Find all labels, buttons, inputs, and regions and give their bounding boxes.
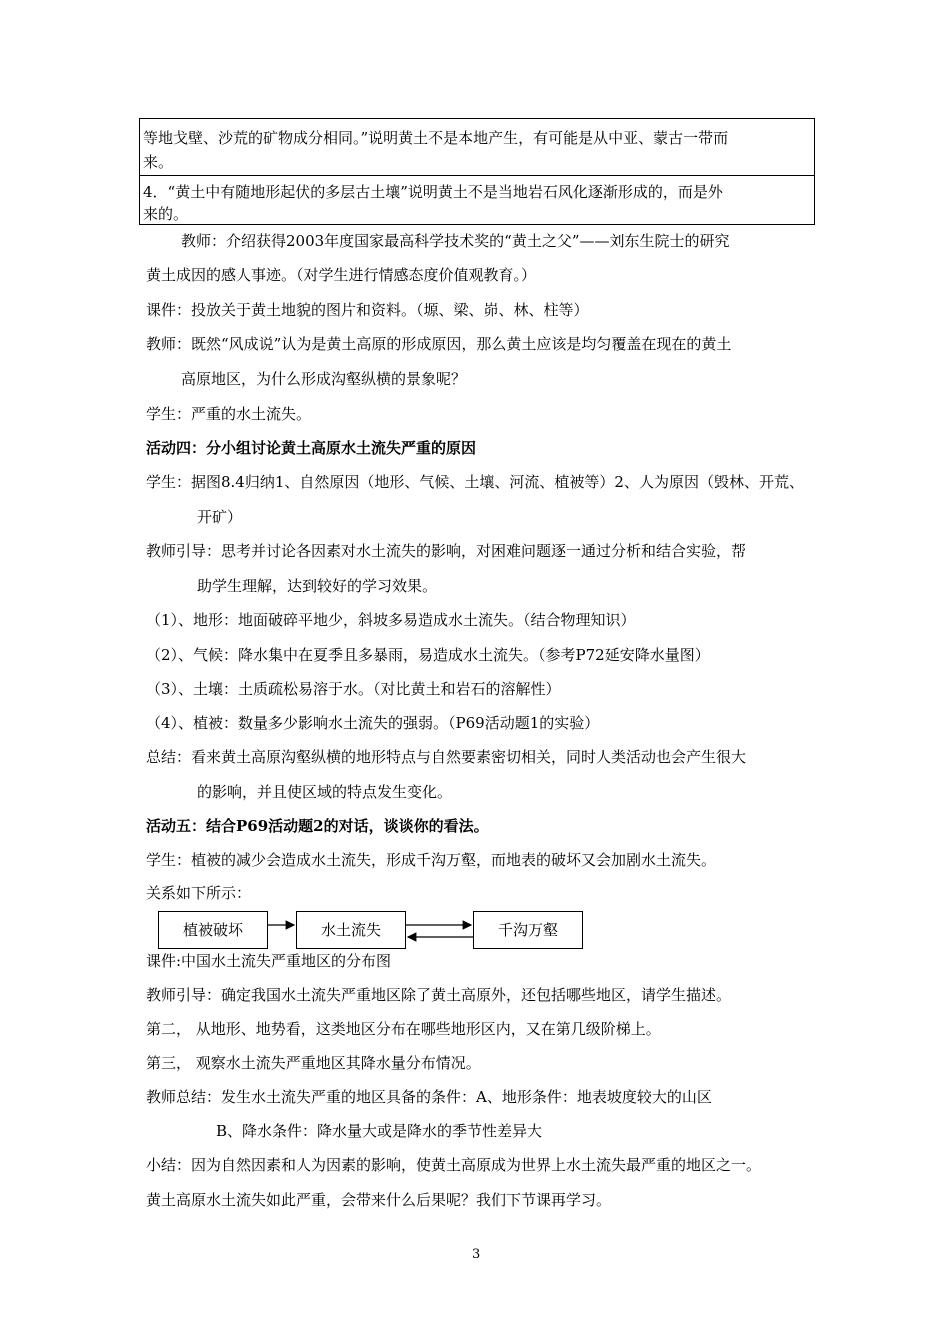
text-line: （3）、土壤：土质疏松易溶于水。（对比黄土和岩石的溶解性） <box>146 680 561 698</box>
flow-box-gullies: 千沟万壑 <box>473 911 583 949</box>
text-line: 第三， 观察水土流失严重地区其降水量分布情况。 <box>146 1054 481 1072</box>
table-row1-line1: 等地戈壁、沙荒的矿物成分相同。”说明黄土不是本地产生，有可能是从中亚、蒙古一带而 <box>143 129 729 147</box>
text-line: 第二， 从地形、地势看，这类地区分布在哪些地形区内，又在第几级阶梯上。 <box>146 1020 661 1038</box>
text-line: 开矿） <box>197 508 243 526</box>
section-heading: 活动五：结合P69活动题2的对话，谈谈你的看法。 <box>146 817 489 835</box>
text-line: 高原地区，为什么形成沟壑纵横的景象呢？ <box>181 370 467 388</box>
text-line: 课件:中国水土流失严重地区的分布图 <box>146 952 392 970</box>
flow-box-vegetation-damage: 植被破坏 <box>158 911 268 949</box>
text-line: 学生：严重的水土流失。 <box>146 405 312 423</box>
flow-box-soil-erosion: 水土流失 <box>296 911 406 949</box>
text-line: 学生：据图8.4归纳1、自然原因（地形、气候、土壤、河流、植被等）2、人为原因（毁林、开荒、 <box>146 473 804 491</box>
text-line: （4）、植被：数量多少影响水土流失的强弱。（P69活动题1的实验） <box>146 714 600 732</box>
text-line: 教师：介绍获得2003年度国家最高科学技术奖的“黄土之父”——刘东生院士的研究 <box>181 232 730 250</box>
table-row2-line1: 4．“黄土中有随地形起伏的多层古土壤”说明黄土不是当地岩石风化逐渐形成的，而是外 <box>143 183 723 201</box>
text-line: （2）、气候：降水集中在夏季且多暴雨，易造成水土流失。（参考P72延安降水量图） <box>146 646 710 664</box>
text-line: B、降水条件：降水量大或是降水的季节性差异大 <box>216 1122 543 1140</box>
text-line: 课件：投放关于黄土地貌的图片和资料。（塬、梁、峁、林、柱等） <box>146 301 589 319</box>
text-line: 总结：看来黄土高原沟壑纵横的地形特点与自然要素密切相关，同时人类活动也会产生很大 <box>146 748 747 766</box>
table-row1-line2: 来。 <box>143 153 174 171</box>
text-line: 教师：既然“风成说”认为是黄土高原的形成原因，那么黄土应该是均匀覆盖在现在的黄土 <box>146 335 732 353</box>
text-line: 助学生理解，达到较好的学习效果。 <box>197 577 438 595</box>
page-number: 3 <box>472 1247 481 1262</box>
text-line: 黄土成因的感人事迹。（对学生进行情感态度价值观教育。） <box>146 266 537 284</box>
text-line: 教师引导：思考并讨论各因素对水土流失的影响，对困难问题逐一通过分析和结合实验，帮 <box>146 542 747 560</box>
text-line: 小结：因为自然因素和人为因素的影响，使黄土高原成为世界上水土流失最严重的地区之一。 <box>146 1156 762 1174</box>
text-line: 学生：植被的减少会造成水土流失，形成千沟万壑，而地表的破坏又会加剧水土流失。 <box>146 851 717 869</box>
text-line: 关系如下所示： <box>146 884 252 902</box>
table-row2-line2: 来的。 <box>143 205 189 223</box>
text-line: 教师总结：发生水土流失严重的地区具备的条件：A、地形条件：地表坡度较大的山区 <box>146 1088 712 1106</box>
text-line: 教师引导：确定我国水土流失严重地区除了黄土高原外，还包括哪些地区，请学生描述。 <box>146 986 732 1004</box>
text-line: （1）、地形：地面破碎平地少，斜坡多易造成水土流失。（结合物理知识） <box>146 611 636 629</box>
text-line: 黄土高原水土流失如此严重，会带来什么后果呢？我们下节课再学习。 <box>146 1191 612 1209</box>
text-line: 的影响，并且使区域的特点发生变化。 <box>197 783 453 801</box>
section-heading: 活动四：分小组讨论黄土高原水土流失严重的原因 <box>146 439 477 457</box>
